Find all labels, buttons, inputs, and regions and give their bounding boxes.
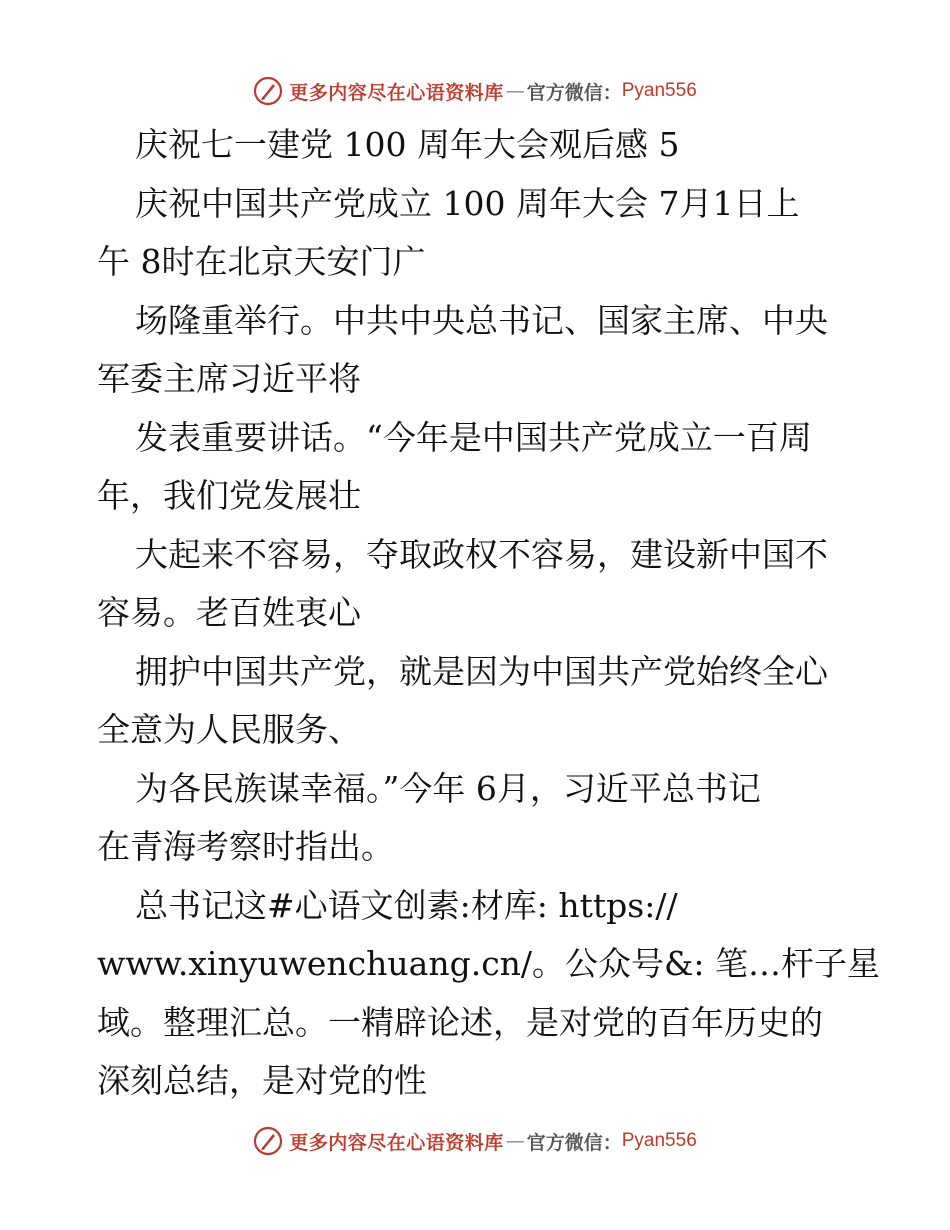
paragraph-line: 深刻总结，是对党的性	[97, 1061, 427, 1100]
paragraph-line: 庆祝中国共产党成立 100 周年大会 7月1日上	[135, 183, 800, 223]
footer-separator: —	[505, 1130, 525, 1152]
document-body	[97, 116, 881, 1111]
paragraph-line: 为各民族谋幸福。”今年 6月，习近平总书记	[135, 768, 761, 808]
document-title: 庆祝七一建党 100 周年大会观后感 5	[135, 125, 680, 164]
footer-official-label: 官方微信：	[526, 1131, 622, 1154]
header-official-label: 官方微信：	[526, 81, 622, 104]
paragraph-line: 场隆重举行。中共中央总书记、国家主席、中央	[135, 300, 828, 340]
header-separator: —	[505, 80, 525, 102]
paragraph-line: 大起来不容易，夺取政权不容易，建设新中国不	[135, 534, 828, 574]
paragraph-line: 发表重要讲话。“今年是中国共产党成立一百周	[135, 417, 812, 457]
paragraph-line: 拥护中国共产党，就是因为中国共产党始终全心	[135, 651, 828, 691]
paragraph-line: 午 8时在北京天安门广	[97, 242, 426, 281]
header-slogan: 更多内容尽在心语资料库	[289, 81, 504, 104]
paragraph-line: 域。整理汇总。一精辟论述，是对党的百年历史的	[97, 1002, 823, 1042]
paragraph-line: www.xinyuwenchuang.cn/。公众号&: 笔…杆子星	[97, 944, 881, 983]
paragraph-line: 全意为人民服务、	[97, 710, 361, 749]
paragraph-line: 年，我们党发展壮	[97, 476, 361, 515]
quill-pen-circle-icon	[253, 76, 283, 106]
footer-wechat-id: Pyan556	[621, 1130, 697, 1151]
footer-slogan: 更多内容尽在心语资料库	[289, 1131, 504, 1154]
paragraph-line: 军委主席习近平将	[97, 359, 361, 398]
header-wechat-id: Pyan556	[621, 80, 697, 101]
paragraph-line: 容易。老百姓衷心	[97, 593, 361, 632]
header-banner	[0, 71, 950, 111]
paragraph-line: 总书记这#心语文创素:材库: https://	[135, 885, 678, 925]
quill-pen-circle-icon	[253, 1126, 283, 1156]
footer-banner	[0, 1121, 950, 1161]
paragraph-line: 在青海考察时指出。	[97, 827, 394, 866]
